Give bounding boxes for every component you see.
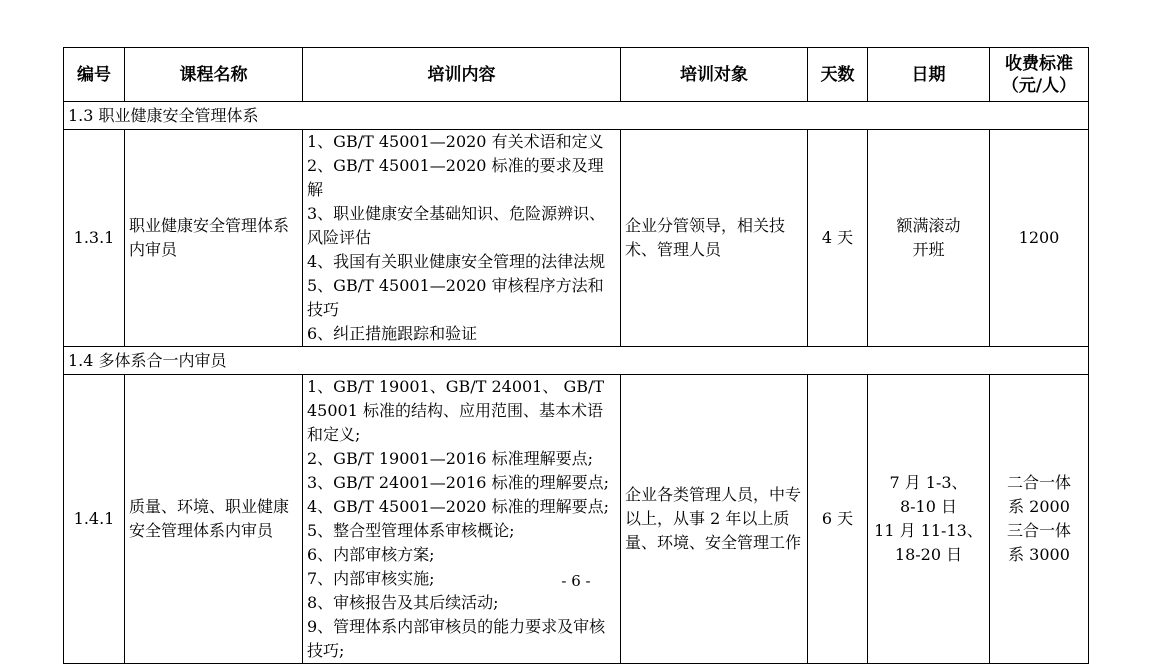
content-line: 5、整合型管理体系审核概论; xyxy=(307,521,515,540)
date-line: 7 月 1-3、 xyxy=(889,473,968,492)
course-days: 6 天 xyxy=(808,375,868,664)
course-content xyxy=(303,375,621,664)
course-target: 企业各类管理人员，中专以上，从事 2 年以上质量、环境、安全管理工作 xyxy=(621,375,808,664)
course-days: 4 天 xyxy=(808,130,868,347)
fee-line: 系 3000 xyxy=(1008,545,1070,564)
course-id: 1.4.1 xyxy=(64,375,125,664)
content-line: 4、我国有关职业健康安全管理的法律法规 xyxy=(307,252,606,271)
content-line: 5、GB/T 45001—2020 审核程序方法和技巧 xyxy=(307,276,604,319)
course-date xyxy=(868,130,990,347)
content-line: 1、GB/T 19001、GB/T 24001、 GB/T 45001 标准的结构、应用范围、基本术语和定义; xyxy=(307,377,605,444)
content-line: 3、职业健康安全基础知识、危险源辨识、风险评估 xyxy=(307,204,606,247)
course-id: 1.3.1 xyxy=(64,130,125,347)
content-line: 7、内部审核实施; xyxy=(307,569,435,588)
course-fee xyxy=(990,130,1089,347)
content-line: 4、GB/T 45001—2020 标准的理解要点; xyxy=(307,497,609,516)
course-fee xyxy=(990,375,1089,664)
header-id: 编号 xyxy=(64,48,125,102)
fee-line: 三合一体 xyxy=(1006,521,1071,540)
header-date: 日期 xyxy=(868,48,990,102)
content-line: 9、管理体系内部审核员的能力要求及审核技巧; xyxy=(307,617,606,660)
section-row xyxy=(64,102,1089,130)
course-content xyxy=(303,130,621,347)
content-line: 1、GB/T 45001—2020 有关术语和定义 xyxy=(307,132,604,151)
content-line: 6、内部审核方案; xyxy=(307,545,435,564)
header-content: 培训内容 xyxy=(303,48,621,102)
content-line: 6、纠正措施跟踪和验证 xyxy=(307,324,478,343)
header-days: 天数 xyxy=(808,48,868,102)
fee-line: 1200 xyxy=(1018,228,1060,247)
section-row xyxy=(64,347,1089,375)
date-line: 8-10 日 xyxy=(899,497,958,516)
course-name: 职业健康安全管理体系内审员 xyxy=(125,130,303,347)
content-line: 2、GB/T 45001—2020 标准的要求及理解 xyxy=(307,156,604,199)
fee-line: 二合一体 xyxy=(1006,473,1071,492)
header-row xyxy=(64,48,1089,102)
course-date xyxy=(868,375,990,664)
date-line: 18-20 日 xyxy=(894,545,963,564)
header-target: 培训对象 xyxy=(621,48,808,102)
content-line: 8、审核报告及其后续活动; xyxy=(307,593,499,612)
header-fee-label: 收费标准 xyxy=(1005,53,1073,74)
course-target: 企业分管领导，相关技术、管理人员 xyxy=(621,130,808,347)
section-title: 1.3 职业健康安全管理体系 xyxy=(64,102,1089,130)
header-fee xyxy=(990,48,1089,102)
content-line: 3、GB/T 24001—2016 标准的理解要点; xyxy=(307,473,609,492)
content-line: 2、GB/T 19001—2016 标准理解要点; xyxy=(307,449,593,468)
table-row xyxy=(64,130,1089,347)
date-line: 开班 xyxy=(912,240,945,259)
header-fee-unit: （元/人） xyxy=(1001,75,1077,96)
header-name: 课程名称 xyxy=(125,48,303,102)
fee-line: 系 2000 xyxy=(1008,497,1070,516)
date-line: 11 月 11-13、 xyxy=(874,521,983,540)
course-name: 质量、环境、职业健康安全管理体系内审员 xyxy=(125,375,303,664)
page-number: - 6 - xyxy=(561,572,591,590)
date-line: 额满滚动 xyxy=(896,216,961,235)
section-title: 1.4 多体系合一内审员 xyxy=(64,347,1089,375)
table-row xyxy=(64,375,1089,664)
